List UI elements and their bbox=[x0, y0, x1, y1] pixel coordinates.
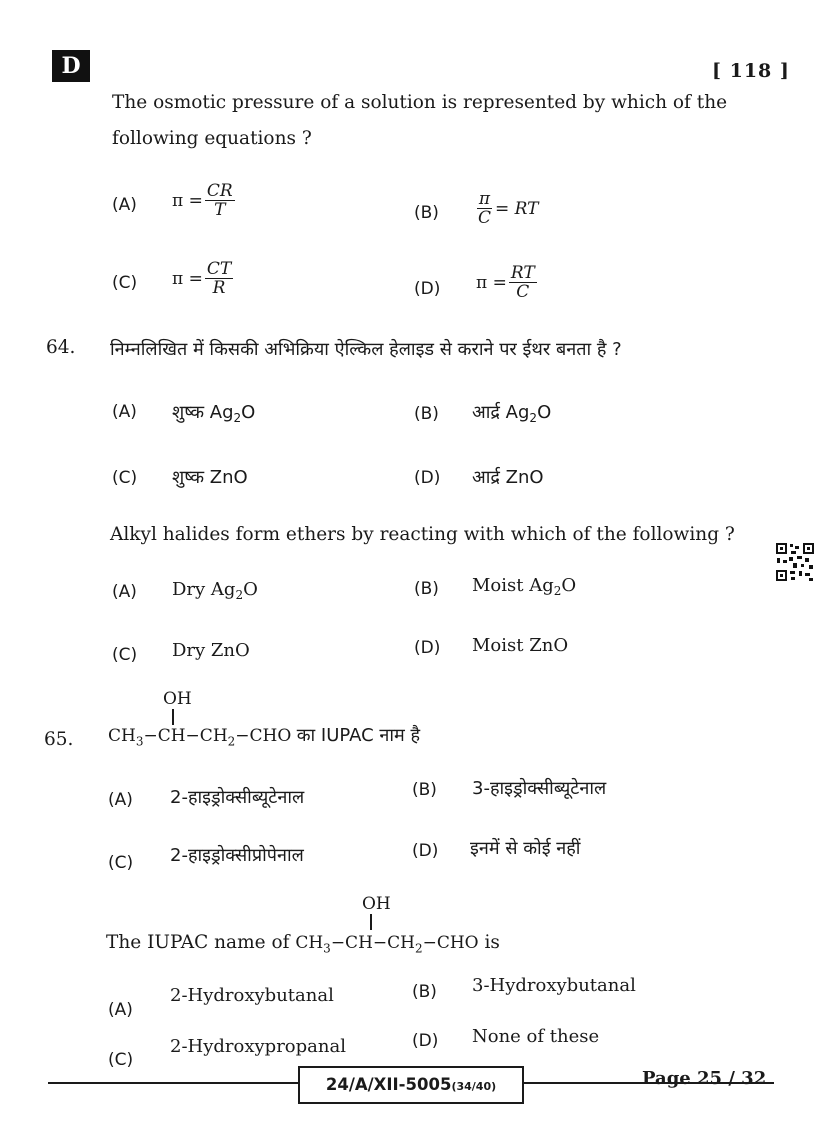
q63-d-num: RT bbox=[510, 263, 535, 283]
q65-hindi-c-text: 2-हाइड्रोक्सीप्रोपेनाल bbox=[170, 845, 304, 866]
q63-option-d-equation bbox=[476, 264, 537, 301]
q64-hindi-d-text: आर्द्र ZnO bbox=[472, 467, 544, 488]
q63-b-den: C bbox=[478, 208, 492, 228]
paper-code: 24/A/XII-5005 bbox=[325, 1075, 452, 1094]
q65-hindi-b-label: (B) bbox=[412, 780, 437, 800]
q63-a-lhs: π = bbox=[172, 190, 203, 211]
q63-d-lhs: π = bbox=[476, 272, 507, 293]
q65-hindi-c-label: (C) bbox=[108, 853, 134, 873]
q65-english-oh-bond bbox=[370, 914, 372, 930]
q63-c-num: CT bbox=[206, 259, 232, 279]
q63-b-rhs: = RT bbox=[495, 198, 539, 219]
q65-english-suffix: is bbox=[484, 932, 500, 953]
q65-english-b-text: 3-Hydroxybutanal bbox=[472, 975, 636, 996]
q65-english-c-label: (C) bbox=[108, 1050, 134, 1070]
q64-hindi-c-text: शुष्क ZnO bbox=[172, 467, 248, 488]
q65-hindi-suffix: का IUPAC नाम है bbox=[296, 725, 421, 746]
q65-english-d-text: None of these bbox=[472, 1026, 600, 1047]
q64-english-b-text: Moist $Ag_2O$ bbox=[472, 575, 577, 598]
q65-english-oh-group: OH bbox=[362, 894, 391, 914]
q63-b-fraction bbox=[476, 190, 493, 227]
q64-hindi-a-text: शुष्क $Ag_2O$ bbox=[172, 402, 256, 425]
q63-a-den: T bbox=[214, 200, 226, 220]
q65-number: 65. bbox=[44, 729, 74, 750]
set-badge: D bbox=[52, 50, 90, 82]
q63-d-den: C bbox=[516, 282, 530, 302]
q65-hindi-d-text: इनमें से कोई नहीं bbox=[470, 838, 581, 859]
q63-option-d-label: (D) bbox=[414, 279, 441, 299]
q63-c-lhs: π = bbox=[172, 268, 203, 289]
q63-c-den: R bbox=[212, 278, 226, 298]
q63-option-b-label: (B) bbox=[414, 203, 439, 223]
q65-english-b-label: (B) bbox=[412, 982, 437, 1002]
q64-hindi-b-label: (B) bbox=[414, 404, 439, 424]
q65-english-prefix: The IUPAC name of bbox=[106, 932, 290, 953]
q63-option-c-label: (C) bbox=[112, 273, 138, 293]
q65-english-a-label: (A) bbox=[108, 1000, 133, 1020]
q63-c-fraction bbox=[205, 260, 233, 297]
q65-hindi-oh-group: OH bbox=[163, 689, 192, 709]
q65-english-a-text: 2-Hydroxybutanal bbox=[170, 985, 334, 1006]
q64-english-b-label: (B) bbox=[414, 579, 439, 599]
q64-hindi-a-label: (A) bbox=[112, 402, 137, 422]
q64-english-a-label: (A) bbox=[112, 582, 137, 602]
q64-english-c-text: Dry ZnO bbox=[172, 640, 250, 661]
q63-option-a-equation bbox=[172, 182, 235, 219]
q65-english-c-text: 2-Hydroxypropanal bbox=[170, 1036, 346, 1057]
q65-hindi-a-label: (A) bbox=[108, 790, 133, 810]
q63-a-fraction bbox=[205, 182, 235, 219]
q65-hindi-formula: $CH_3-CH-CH_2-CHO$ का IUPAC नाम है bbox=[108, 725, 421, 749]
q65-hindi-b-text: 3-हाइड्रोक्सीब्यूटेनाल bbox=[472, 778, 607, 799]
q65-english-question: The IUPAC name of $CH_3-CH-CH_2-CHO$ is bbox=[106, 932, 500, 956]
page-code: [ 118 ] bbox=[712, 60, 790, 82]
paper-code-sheet: (34/40) bbox=[451, 1080, 497, 1093]
q64-hindi-question: निम्नलिखित में किसकी अभिक्रिया ऐल्किल हेलाइड से कराने पर ईथर बनता है ? bbox=[110, 339, 622, 360]
paper-code-box bbox=[298, 1066, 524, 1104]
q64-hindi-c-label: (C) bbox=[112, 468, 138, 488]
q64-hindi-b-text: आर्द्र $Ag_2O$ bbox=[472, 402, 552, 425]
page-number: Page 25 / 32 bbox=[642, 1068, 767, 1089]
q65-hindi-d-label: (D) bbox=[412, 841, 439, 861]
q63-a-num: CR bbox=[206, 181, 233, 201]
qr-code-icon bbox=[775, 542, 815, 582]
q64-english-question: Alkyl halides form ethers by reacting with which of the following ? bbox=[110, 524, 735, 545]
q63-english-line1: The osmotic pressure of a solution is represented by which of the bbox=[112, 92, 728, 113]
q64-english-d-text: Moist ZnO bbox=[472, 635, 569, 656]
q63-d-fraction bbox=[509, 264, 537, 301]
q64-english-d-label: (D) bbox=[414, 638, 441, 658]
q65-english-d-label: (D) bbox=[412, 1031, 439, 1051]
q63-option-c-equation bbox=[172, 260, 233, 297]
q63-b-num: π bbox=[478, 189, 491, 209]
q65-hindi-a-text: 2-हाइड्रोक्सीब्यूटेनाल bbox=[170, 787, 305, 808]
q64-english-c-label: (C) bbox=[112, 645, 138, 665]
q64-hindi-d-label: (D) bbox=[414, 468, 441, 488]
q64-english-a-text: Dry $Ag_2O$ bbox=[172, 579, 258, 602]
q64-number: 64. bbox=[46, 337, 76, 358]
q63-option-b-equation bbox=[476, 190, 539, 227]
q63-option-a-label: (A) bbox=[112, 195, 137, 215]
q63-english-line2: following equations ? bbox=[112, 128, 312, 149]
